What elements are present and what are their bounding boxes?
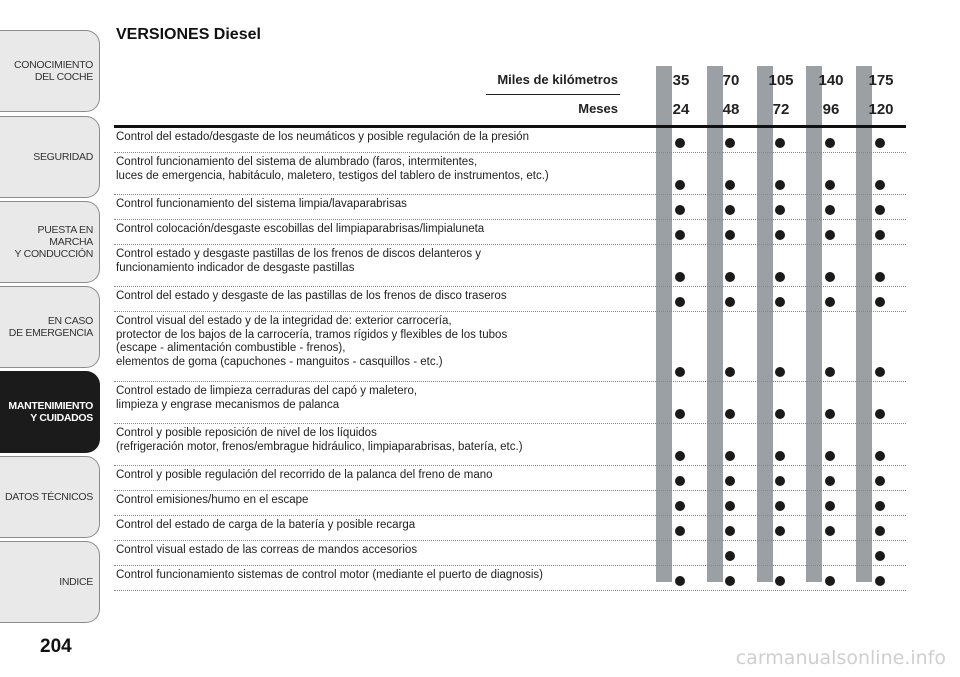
- months-value: 120: [868, 101, 894, 118]
- tab-indice[interactable]: [0, 541, 100, 623]
- check-dot: [775, 138, 785, 148]
- row-description: Control del estado/desgaste de los neumáticos y posible regulación de la presión: [116, 131, 529, 143]
- check-dot: [875, 367, 885, 377]
- header-divider: [486, 94, 620, 95]
- check-dot: [725, 526, 735, 536]
- tab-label: DATOS TÉCNICOS: [5, 491, 93, 503]
- check-dot: [675, 476, 685, 486]
- check-dot: [725, 551, 735, 561]
- tab-mantenimiento-y-cuidados[interactable]: [0, 371, 100, 453]
- check-dot: [875, 451, 885, 461]
- table-row: [114, 424, 906, 466]
- table-row: [114, 382, 906, 424]
- check-dot: [875, 272, 885, 282]
- check-dot: [825, 138, 835, 148]
- check-dot: [725, 230, 735, 240]
- check-dot: [875, 138, 885, 148]
- row-description: Control visual del estado y de la integridad de: exterior carrocería, protector de los bajos de la carrocería, tramos rígidos y flexibles de los tubos (escape - alimentación combustible - frenos), elementos de goma (capuchones - manguitos - casquillos - etc.): [116, 315, 508, 368]
- check-dot: [725, 272, 735, 282]
- tab-en-caso-de-emergencia[interactable]: [0, 286, 100, 368]
- check-dot: [825, 526, 835, 536]
- row-description: Control visual estado de las correas de mandos accesorios: [116, 544, 418, 556]
- page-title: VERSIONES Diesel: [116, 26, 261, 43]
- months-value: 24: [672, 101, 690, 118]
- tab-label: EN CASO DE EMERGENCIA: [8, 315, 93, 339]
- check-dot: [775, 272, 785, 282]
- row-description: Control y posible reposición de nivel de los líquidos (refrigeración motor, frenos/embrague hidráulico, limpiaparabrisas, batería, etc.): [116, 427, 523, 453]
- table-row: [114, 220, 906, 245]
- check-dot: [825, 476, 835, 486]
- tab-datos-tecnicos[interactable]: [0, 456, 100, 538]
- check-dot: [725, 409, 735, 419]
- check-dot: [775, 367, 785, 377]
- check-dot: [775, 409, 785, 419]
- row-description: Control estado de limpieza cerraduras del capó y maletero, limpieza y engrase mecanismos de palanca: [116, 385, 418, 411]
- check-dot: [675, 297, 685, 307]
- check-dot: [775, 205, 785, 215]
- row-description: Control funcionamiento sistemas de control motor (mediante el puerto de diagnosis): [116, 569, 543, 581]
- months-value: 48: [722, 101, 740, 118]
- check-dot: [775, 576, 785, 586]
- tab-conocimiento-del-coche[interactable]: [0, 30, 100, 112]
- row-description: Control emisiones/humo en el escape: [116, 494, 309, 506]
- row-description: Control funcionamiento del sistema limpia/lavaparabrisas: [116, 198, 407, 210]
- months-value: 72: [772, 101, 790, 118]
- row-description: Control del estado y desgaste de las pastillas de los frenos de disco traseros: [116, 290, 507, 302]
- sidebar-nav: [0, 0, 102, 677]
- table-row: [114, 491, 906, 516]
- check-dot: [725, 297, 735, 307]
- tab-label: INDICE: [59, 576, 93, 588]
- months-value: 96: [822, 101, 840, 118]
- row-description: Control y posible regulación del recorrido de la palanca del freno de mano: [116, 469, 493, 481]
- table-row: [114, 541, 906, 566]
- km-value: 105: [768, 72, 794, 89]
- check-dot: [875, 576, 885, 586]
- km-value: 140: [818, 72, 844, 89]
- check-dot: [725, 451, 735, 461]
- table-row: [114, 516, 906, 541]
- check-dot: [725, 205, 735, 215]
- check-dot: [725, 501, 735, 511]
- check-dot: [675, 409, 685, 419]
- table-row: [114, 128, 906, 153]
- months-header-label: Meses: [578, 101, 618, 116]
- table-row: [114, 245, 906, 287]
- km-value: 70: [722, 72, 740, 89]
- check-dot: [875, 230, 885, 240]
- check-dot: [775, 526, 785, 536]
- check-dot: [775, 501, 785, 511]
- maintenance-table: [114, 128, 906, 591]
- check-dot: [825, 205, 835, 215]
- check-dot: [675, 367, 685, 377]
- tab-label: CONOCIMIENTO DEL COCHE: [13, 59, 93, 83]
- check-dot: [875, 551, 885, 561]
- check-dot: [775, 230, 785, 240]
- tab-label: PUESTA EN MARCHA Y CONDUCCIÓN: [14, 224, 93, 260]
- table-row: [114, 153, 906, 195]
- check-dot: [825, 451, 835, 461]
- check-dot: [875, 501, 885, 511]
- table-row: [114, 566, 906, 591]
- table-row: [114, 195, 906, 220]
- tab-seguridad[interactable]: [0, 116, 100, 198]
- check-dot: [675, 451, 685, 461]
- tab-label: SEGURIDAD: [33, 151, 93, 163]
- table-row: [114, 466, 906, 491]
- check-dot: [675, 180, 685, 190]
- check-dot: [875, 205, 885, 215]
- check-dot: [725, 180, 735, 190]
- check-dot: [675, 230, 685, 240]
- watermark: carmanualsonline.info: [735, 647, 946, 669]
- tab-label: MANTENIMIENTO Y CUIDADOS: [8, 400, 93, 424]
- check-dot: [675, 576, 685, 586]
- page-number: 204: [40, 636, 72, 657]
- check-dot: [875, 409, 885, 419]
- check-dot: [775, 451, 785, 461]
- km-header-label: Miles de kilómetros: [497, 72, 618, 87]
- check-dot: [825, 367, 835, 377]
- table-row: [114, 287, 906, 312]
- row-description: Control funcionamiento del sistema de alumbrado (faros, intermitentes, luces de emergencia, habitáculo, maletero, testigos del tablero de instrumentos, etc.): [116, 156, 549, 182]
- check-dot: [875, 526, 885, 536]
- check-dot: [825, 576, 835, 586]
- check-dot: [825, 409, 835, 419]
- row-description: Control estado y desgaste pastillas de los frenos de discos delanteros y funcionamiento indicador de desgaste pastillas: [116, 248, 482, 274]
- check-dot: [875, 476, 885, 486]
- check-dot: [725, 138, 735, 148]
- km-value: 175: [868, 72, 894, 89]
- check-dot: [675, 272, 685, 282]
- row-description: Control del estado de carga de la batería y posible recarga: [116, 519, 416, 531]
- check-dot: [725, 576, 735, 586]
- check-dot: [775, 180, 785, 190]
- check-dot: [825, 230, 835, 240]
- check-dot: [825, 180, 835, 190]
- check-dot: [875, 180, 885, 190]
- km-value: 35: [672, 72, 690, 89]
- check-dot: [775, 297, 785, 307]
- row-description: Control colocación/desgaste escobillas del limpiaparabrisas/limpialuneta: [116, 223, 485, 235]
- check-dot: [675, 526, 685, 536]
- check-dot: [675, 138, 685, 148]
- check-dot: [825, 501, 835, 511]
- check-dot: [725, 367, 735, 377]
- check-dot: [875, 297, 885, 307]
- check-dot: [825, 272, 835, 282]
- check-dot: [775, 476, 785, 486]
- table-row: [114, 312, 906, 382]
- tab-puesta-en-marcha[interactable]: [0, 201, 100, 283]
- check-dot: [825, 297, 835, 307]
- check-dot: [675, 205, 685, 215]
- check-dot: [725, 476, 735, 486]
- check-dot: [675, 501, 685, 511]
